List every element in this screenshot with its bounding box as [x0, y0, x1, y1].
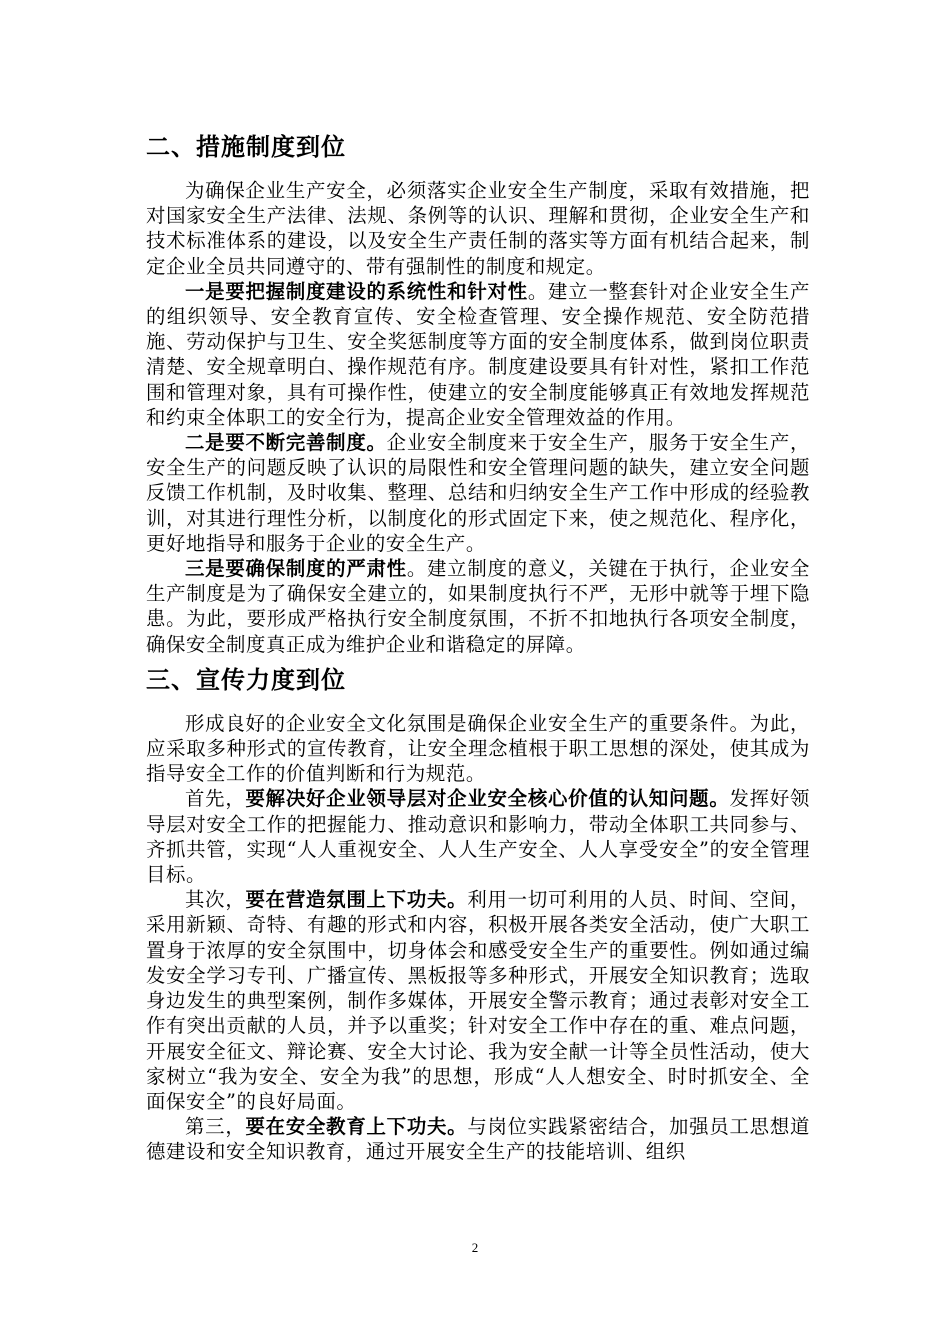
- paragraph-lead: 首先，: [185, 787, 246, 811]
- point-two-emphasis: 二是要不断完善制度。: [185, 431, 387, 455]
- first-emphasis: 要解决好企业领导层对企业安全核心价值的认知问题。: [245, 787, 730, 811]
- second-emphasis: 要在营造氛围上下功夫。: [245, 888, 468, 912]
- point-three-emphasis: 三是要确保制度的严肃性: [185, 557, 407, 581]
- paragraph-measures-intro: [146, 178, 810, 279]
- section-heading-publicity: 三、宣传力度到位: [146, 665, 346, 694]
- third-emphasis: 要在安全教育上下功夫。: [245, 1115, 468, 1139]
- paragraph-point-two: [146, 430, 810, 556]
- paragraph-text: 发挥好领导层对安全工作的把握能力、推动意识和影响力，带动全体职工共同参与、齐抓共管，实现“人人重视安全、人人生产安全、人人享受安全”的安全管理目标。: [146, 787, 810, 887]
- page-number: 2: [471, 1240, 479, 1255]
- paragraph-publicity-intro: [146, 711, 810, 787]
- paragraph-second: [146, 887, 810, 1114]
- paragraph-text: 。建立制度的意义，关键在于执行，企业安全生产制度是为了确保安全建立的，如果制度执行不严，无形中就等于埋下隐患。为此，要形成严格执行安全制度氛围，不折不扣地执行各项安全制度，确保安全制度真正成为维护企业和谐稳定的屏障。: [146, 557, 810, 656]
- paragraph-lead: 其次，: [185, 888, 246, 912]
- page-body: [146, 130, 810, 1165]
- paragraph-text: 与岗位实践紧密结合，加强员工思想道德建设和安全知识教育，通过开展安全生产的技能培训、组织: [146, 1115, 810, 1164]
- paragraph-third: [146, 1114, 810, 1164]
- paragraph-point-one: [146, 279, 810, 430]
- paragraph-text: 为确保企业生产安全，必须落实企业安全生产制度，采取有效措施，把对国家安全生产法律、法规、条例等的认识、理解和贯彻，企业安全生产和技术标准体系的建设，以及安全生产责任制的落实等方面有机结合起来，制定企业全员共同遵守的、带有强制性的制度和规定。: [146, 179, 810, 278]
- section-heading-measures: 二、措施制度到位: [146, 133, 346, 161]
- paragraph-first: [146, 786, 810, 887]
- paragraph-text: 。建立一整套针对企业安全生产的组织领导、安全教育宣传、安全检查管理、安全操作规范、安全防范措施、劳动保护与卫生、安全奖惩制度等方面的安全制度体系，做到岗位职责清楚、安全规章明白、操作规范有序。制度建设要具有针对性，紧扣工作范围和管理对象，具有可操作性，使建立的安全制度能够真正有效地发挥规范和约束全体职工的安全行为，提高企业安全管理效益的作用。: [146, 279, 811, 429]
- paragraph-lead: 第三，: [185, 1115, 246, 1139]
- paragraph-text: 企业安全制度来于安全生产，服务于安全生产，安全生产的问题反映了认识的局限性和安全管理问题的缺失，建立安全问题反馈工作机制，及时收集、整理、总结和归纳安全生产工作中形成的经验教训，对其进行理性分析，以制度化的形式固定下来，使之规范化、程序化，更好地指导和服务于企业的安全生产。: [146, 431, 810, 555]
- paragraph-text: 形成良好的企业安全文化氛围是确保企业安全生产的重要条件。为此，应采取多种形式的宣传教育，让安全理念植根于职工思想的深处，使其成为指导安全工作的价值判断和行为规范。: [146, 711, 810, 786]
- point-one-emphasis: 一是要把握制度建设的系统性和针对性: [185, 279, 528, 303]
- paragraph-point-three: [146, 556, 810, 657]
- paragraph-text: 利用一切可利用的人员、时间、空间，采用新颖、奇特、有趣的形式和内容，积极开展各类安全活动，使广大职工置身于浓厚的安全氛围中，切身体会和感受安全生产的重要性。例如通过编发安全学习专刊、广播宣传、黑板报等多种形式，开展安全知识教育；选取身边发生的典型案例，制作多媒体，开展安全警示教育；通过表彰对安全工作有突出贡献的人员，并予以重奖；针对安全工作中存在的重、难点问题，开展安全征文、辩论赛、安全大讨论、我为安全献一计等全员性活动，使大家树立“我为安全、安全为我”的思想，形成“人人想安全、时时抓安全、全面保安全”的良好局面。: [146, 888, 810, 1113]
